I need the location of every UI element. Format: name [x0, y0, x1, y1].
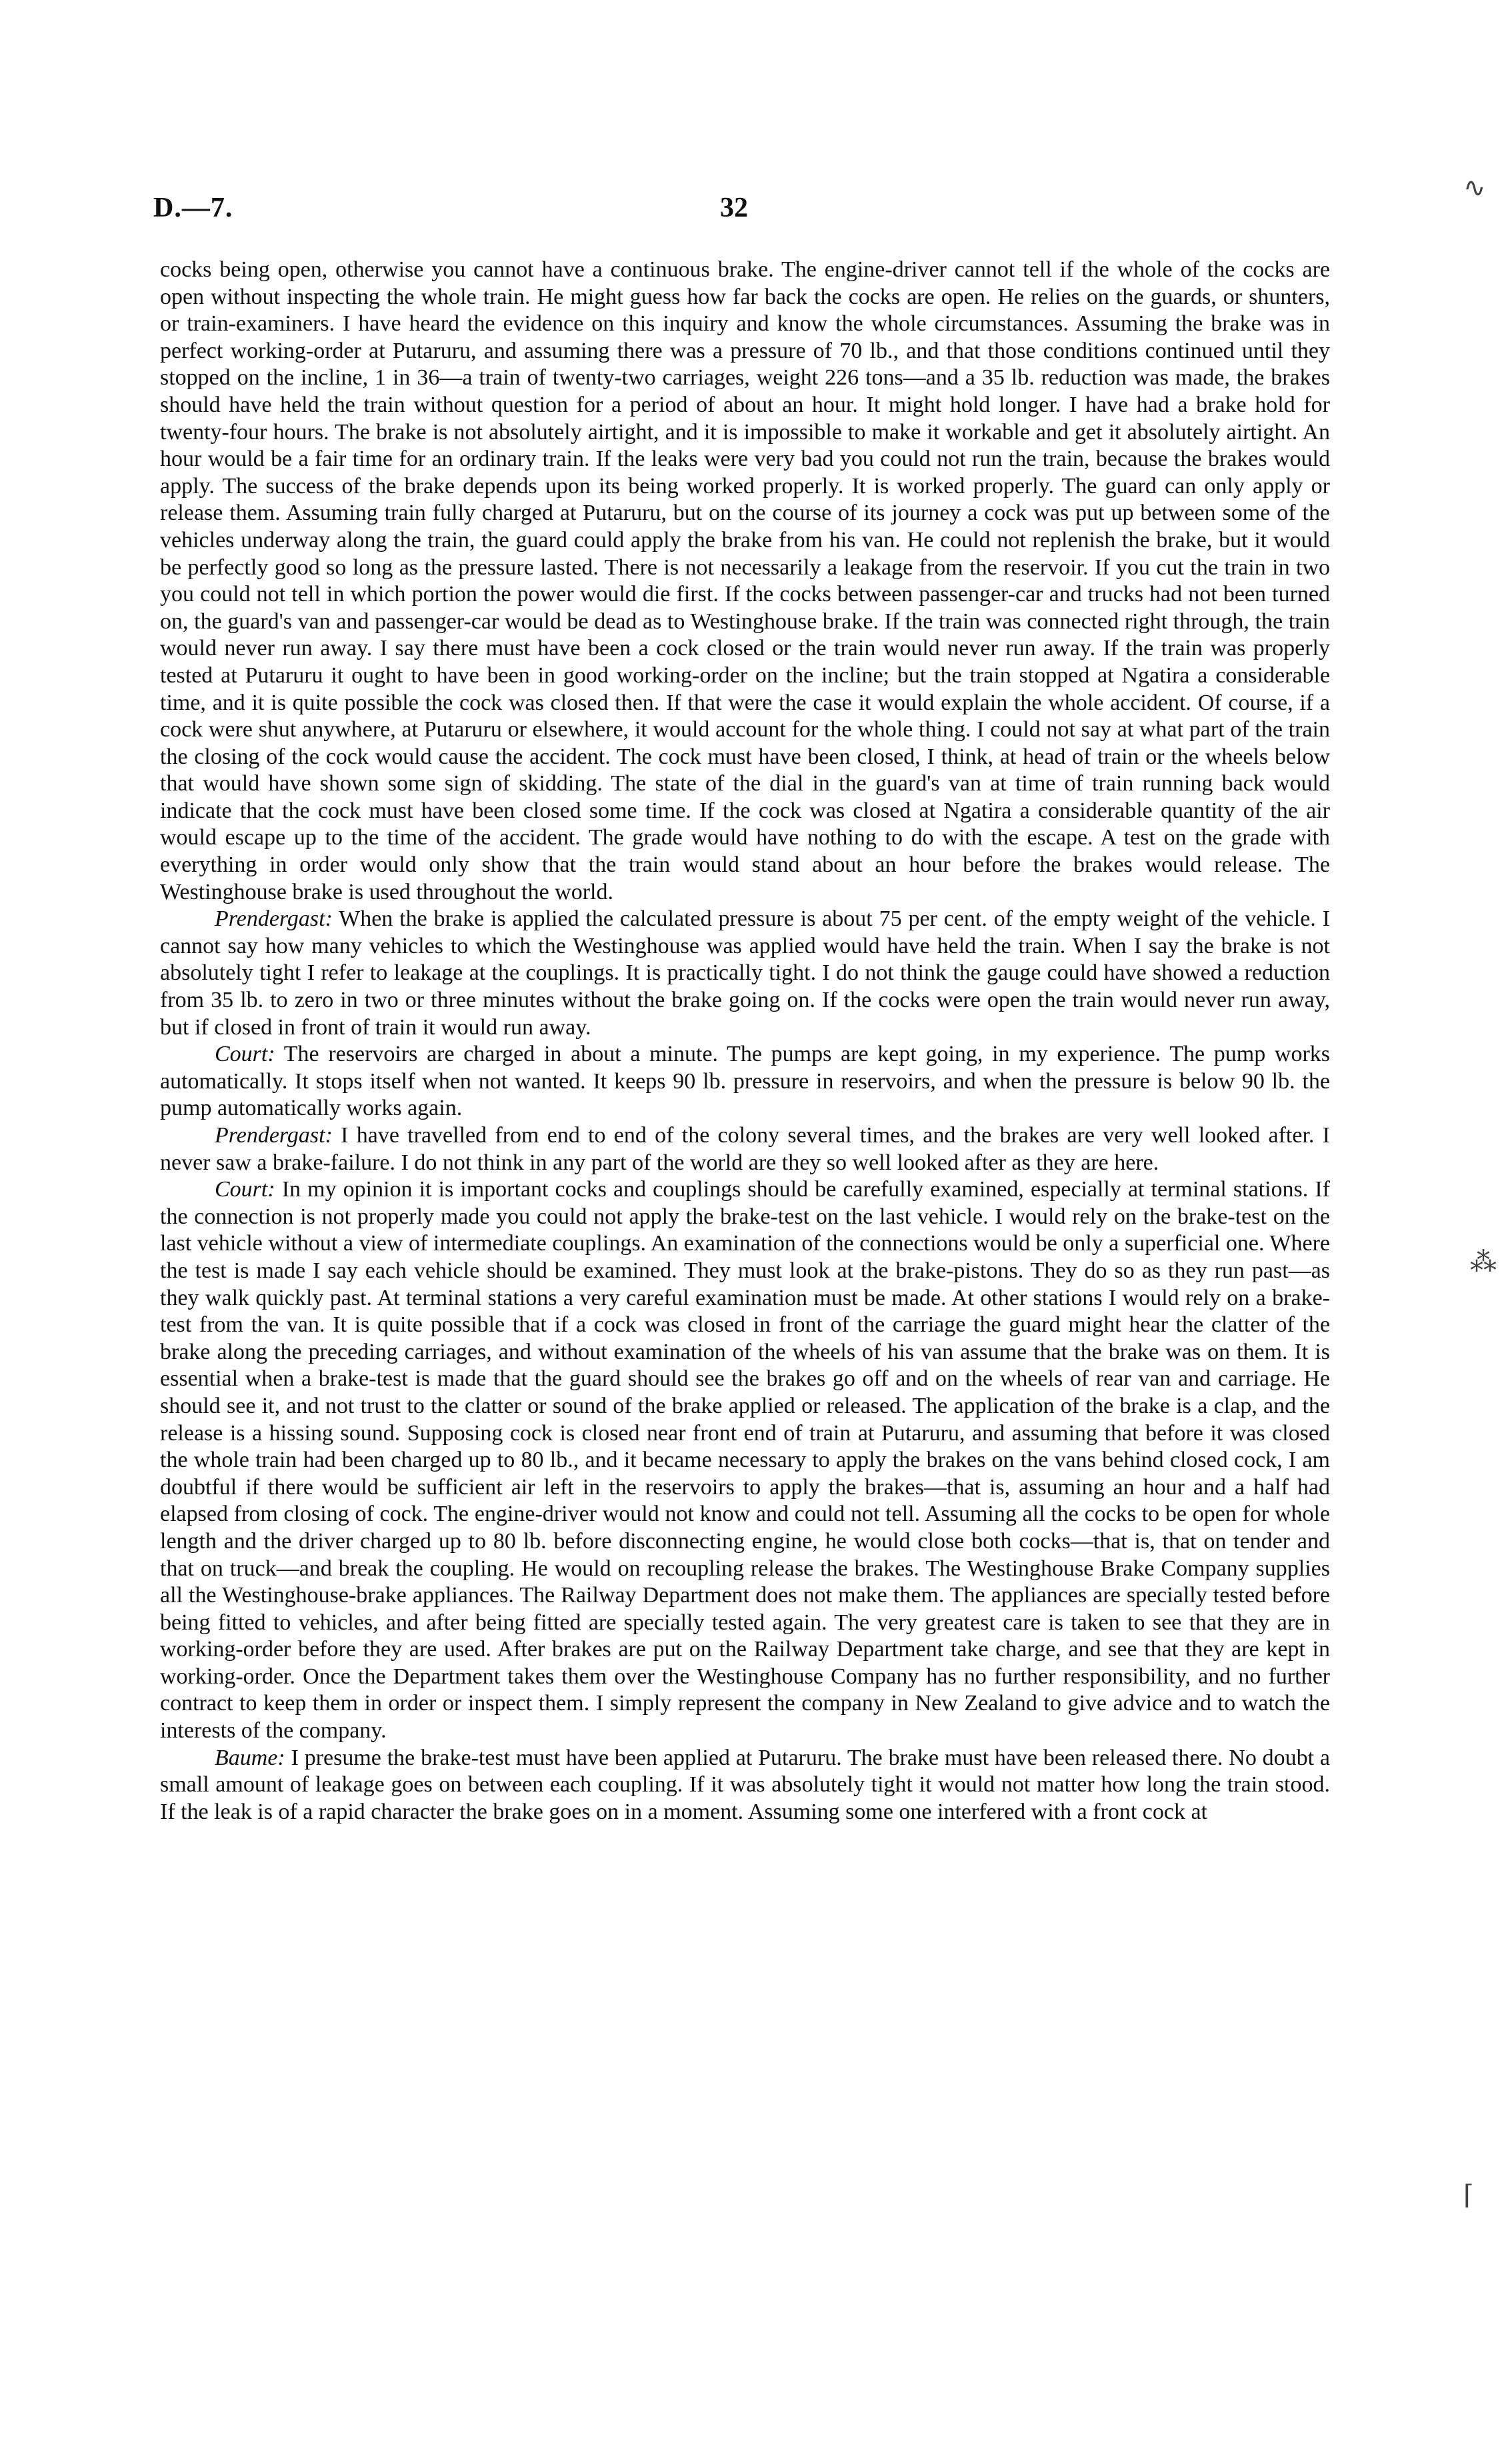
speaker-label: Baume:: [215, 1745, 285, 1770]
speaker-label: Court:: [215, 1177, 275, 1202]
margin-pencil-mark-icon: ∿: [1463, 173, 1486, 203]
paragraph: [160, 1176, 1330, 1744]
speaker-label: Prendergast:: [215, 906, 333, 932]
speaker-label: Prendergast:: [215, 1123, 333, 1148]
page-header: [153, 192, 1330, 232]
speaker-label: Court:: [215, 1042, 275, 1067]
paragraph: [160, 1122, 1330, 1176]
paragraph-text: I have travelled from end to end of the colony several times, and the brakes are very well looked after. I never saw a brake-failure. I do not think in any part of the world are they so well looked after as they are here.: [160, 1123, 1330, 1175]
margin-pencil-mark-icon: ⌈: [1463, 2180, 1474, 2210]
document-body: [160, 257, 1330, 1826]
paragraph-text: When the brake is applied the calculated pressure is about 75 per cent. of the empty weight of the vehicle. I cannot say how many vehicles to which the Westinghouse was applied would have held the train. When I say the brake is not absolutely tight I refer to leakage at the couplings. It is practically tight. I do not think the gauge could have showed a reduction from 35 lb. to zero in two or three minutes without the brake going on. If the cocks were open the train would never run away, but if closed in front of train it would run away.: [160, 906, 1330, 1040]
paragraph: [160, 1041, 1330, 1122]
paragraph-text: cocks being open, otherwise you cannot have a continuous brake. The engine-driver cannot tell if the whole of the cocks are open without inspecting the whole train. He might guess how far back the cocks are open. He relies on the guards, or shunters, or train-examiners. I have heard the evidence on this inquiry and know the whole circumstances. Assuming the brake was in perfect working-order at Putaruru, and assuming there was a pressure of 70 lb., and that those conditions continued until they stopped on the incline, 1 in 36—a train of twenty-two carriages, weight 226 tons—and a 35 lb. reduction was made, the brakes should have held the train without question for a period of about an hour. It might hold longer. I have had a brake hold for twenty-four hours. The brake is not absolutely airtight, and it is impossible to make it workable and get it absolutely airtight. An hour would be a fair time for an ordinary train. If the leaks were very bad you could not run the train, because the brakes would apply. The success of the brake depends upon its being worked properly. It is worked properly. The guard can only apply or release them. Assuming train fully charged at Putaruru, but on the course of its journey a cock was put up between some of the vehicles underway along the train, the guard could apply the brake from his van. He could not replenish the brake, but it would be perfectly good so long as the pressure lasted. There is not necessarily a leakage from the reservoir. If you cut the train in two you could not tell in which portion the power would die first. If the cocks between passenger-car and trucks had not been turned on, the guard's van and passenger-car would be dead as to Westinghouse brake. If the train was connected right through, the train would never run away. I say there must have been a cock closed or the train would never run away. If the train was properly tested at Putaruru it ought to have been in good working-order on the incline; but the train stopped at Ngatira a considerable time, and it is quite possible the cock was closed then. If that were the case it would explain the whole accident. Of course, if a cock were shut anywhere, at Putaruru or elsewhere, it would account for the whole thing. I could not say at what part of the train the closing of the cock would cause the accident. The cock must have been closed, I think, at head of train or the wheels below that would have shown some sign of skidding. The state of the dial in the guard's van at time of train running back would indicate that the cock must have been closed some time. If the cock was closed at Ngatira a considerable quantity of the air would escape up to the time of the accident. The grade would have nothing to do with the escape. A test on the grade with everything in order would only show that the train would stand about an hour before the brakes would release. The Westinghouse brake is used throughout the world.: [160, 257, 1330, 904]
margin-pencil-mark-icon: ⁂: [1470, 1247, 1497, 1277]
paragraph: [160, 1745, 1330, 1826]
page-number: 32: [720, 193, 748, 223]
paragraph: [160, 906, 1330, 1041]
paragraph-text: I presume the brake-test must have been applied at Putaruru. The brake must have been released there. No doubt a small amount of leakage goes on between each coupling. If it was absolutely tight it would not matter how long the train stood. If the leak is of a rapid character the brake goes on in a moment. Assuming some one interfered with a front cock at: [160, 1745, 1331, 1824]
paragraph: [160, 257, 1330, 906]
paragraph-text: The reservoirs are charged in about a minute. The pumps are kept going, in my experience. The pump works automatically. It stops itself when not wanted. It keeps 90 lb. pressure in reservoirs, and when the pressure is below 90 lb. the pump automatically works again.: [160, 1042, 1331, 1121]
paragraph-text: In my opinion it is important cocks and couplings should be carefully examined, especially at terminal stations. If the connection is not properly made you could not apply the brake-test on the last vehicle. I would rely on the brake-test on the last vehicle without a view of intermediate couplings. An examination of the connections would be only a superficial one. Where the test is made I say each vehicle should be examined. They must look at the brake-pistons. They do so as they run past—as they walk quickly past. At terminal stations a very careful examination must be made. At other stations I would rely on a brake-test from the van. It is quite possible that if a cock was closed in front of the carriage the guard might hear the clatter of the brake along the preceding carriages, and without examination of the wheels of his van assume that the brake was on them. It is essential when a brake-test is made that the guard should see the brakes go off and on the wheels of rear van and carriage. He should see it, and not trust to the clatter or sound of the brake applied or released. The application of the brake is a clap, and the release is a hissing sound. Supposing cock is closed near front end of train at Putaruru, and assuming that before it was closed the whole train had been charged up to 80 lb., and it became necessary to apply the brakes on the vans behind closed cock, I am doubtful if there would be sufficient air left in the reservoirs to apply the brakes—that is, assuming an hour and a half had elapsed from closing of cock. The engine-driver would not know and could not tell. Assuming all the cocks to be open for whole length and the driver charged up to 80 lb. before disconnecting engine, he would close both cocks—that is, that on tender and that on truck—and break the coupling. He would on recoupling release the brakes. The Westinghouse Brake Company supplies all the Westinghouse-brake appliances. The Railway Department does not make them. The appliances are specially tested before being fitted to vehicles, and after being fitted are specially tested again. The very greatest care is taken to see that they are in working-order before they are used. After brakes are put on the Railway Department take charge, and see that they are kept in working-order. Once the Department takes them over the Westinghouse Company has no further responsibility, and no further contract to keep them in order or inspect them. I simply represent the company in New Zealand to give advice and to watch the interests of the company.: [160, 1177, 1330, 1744]
document-reference: D.—7.: [153, 193, 233, 223]
